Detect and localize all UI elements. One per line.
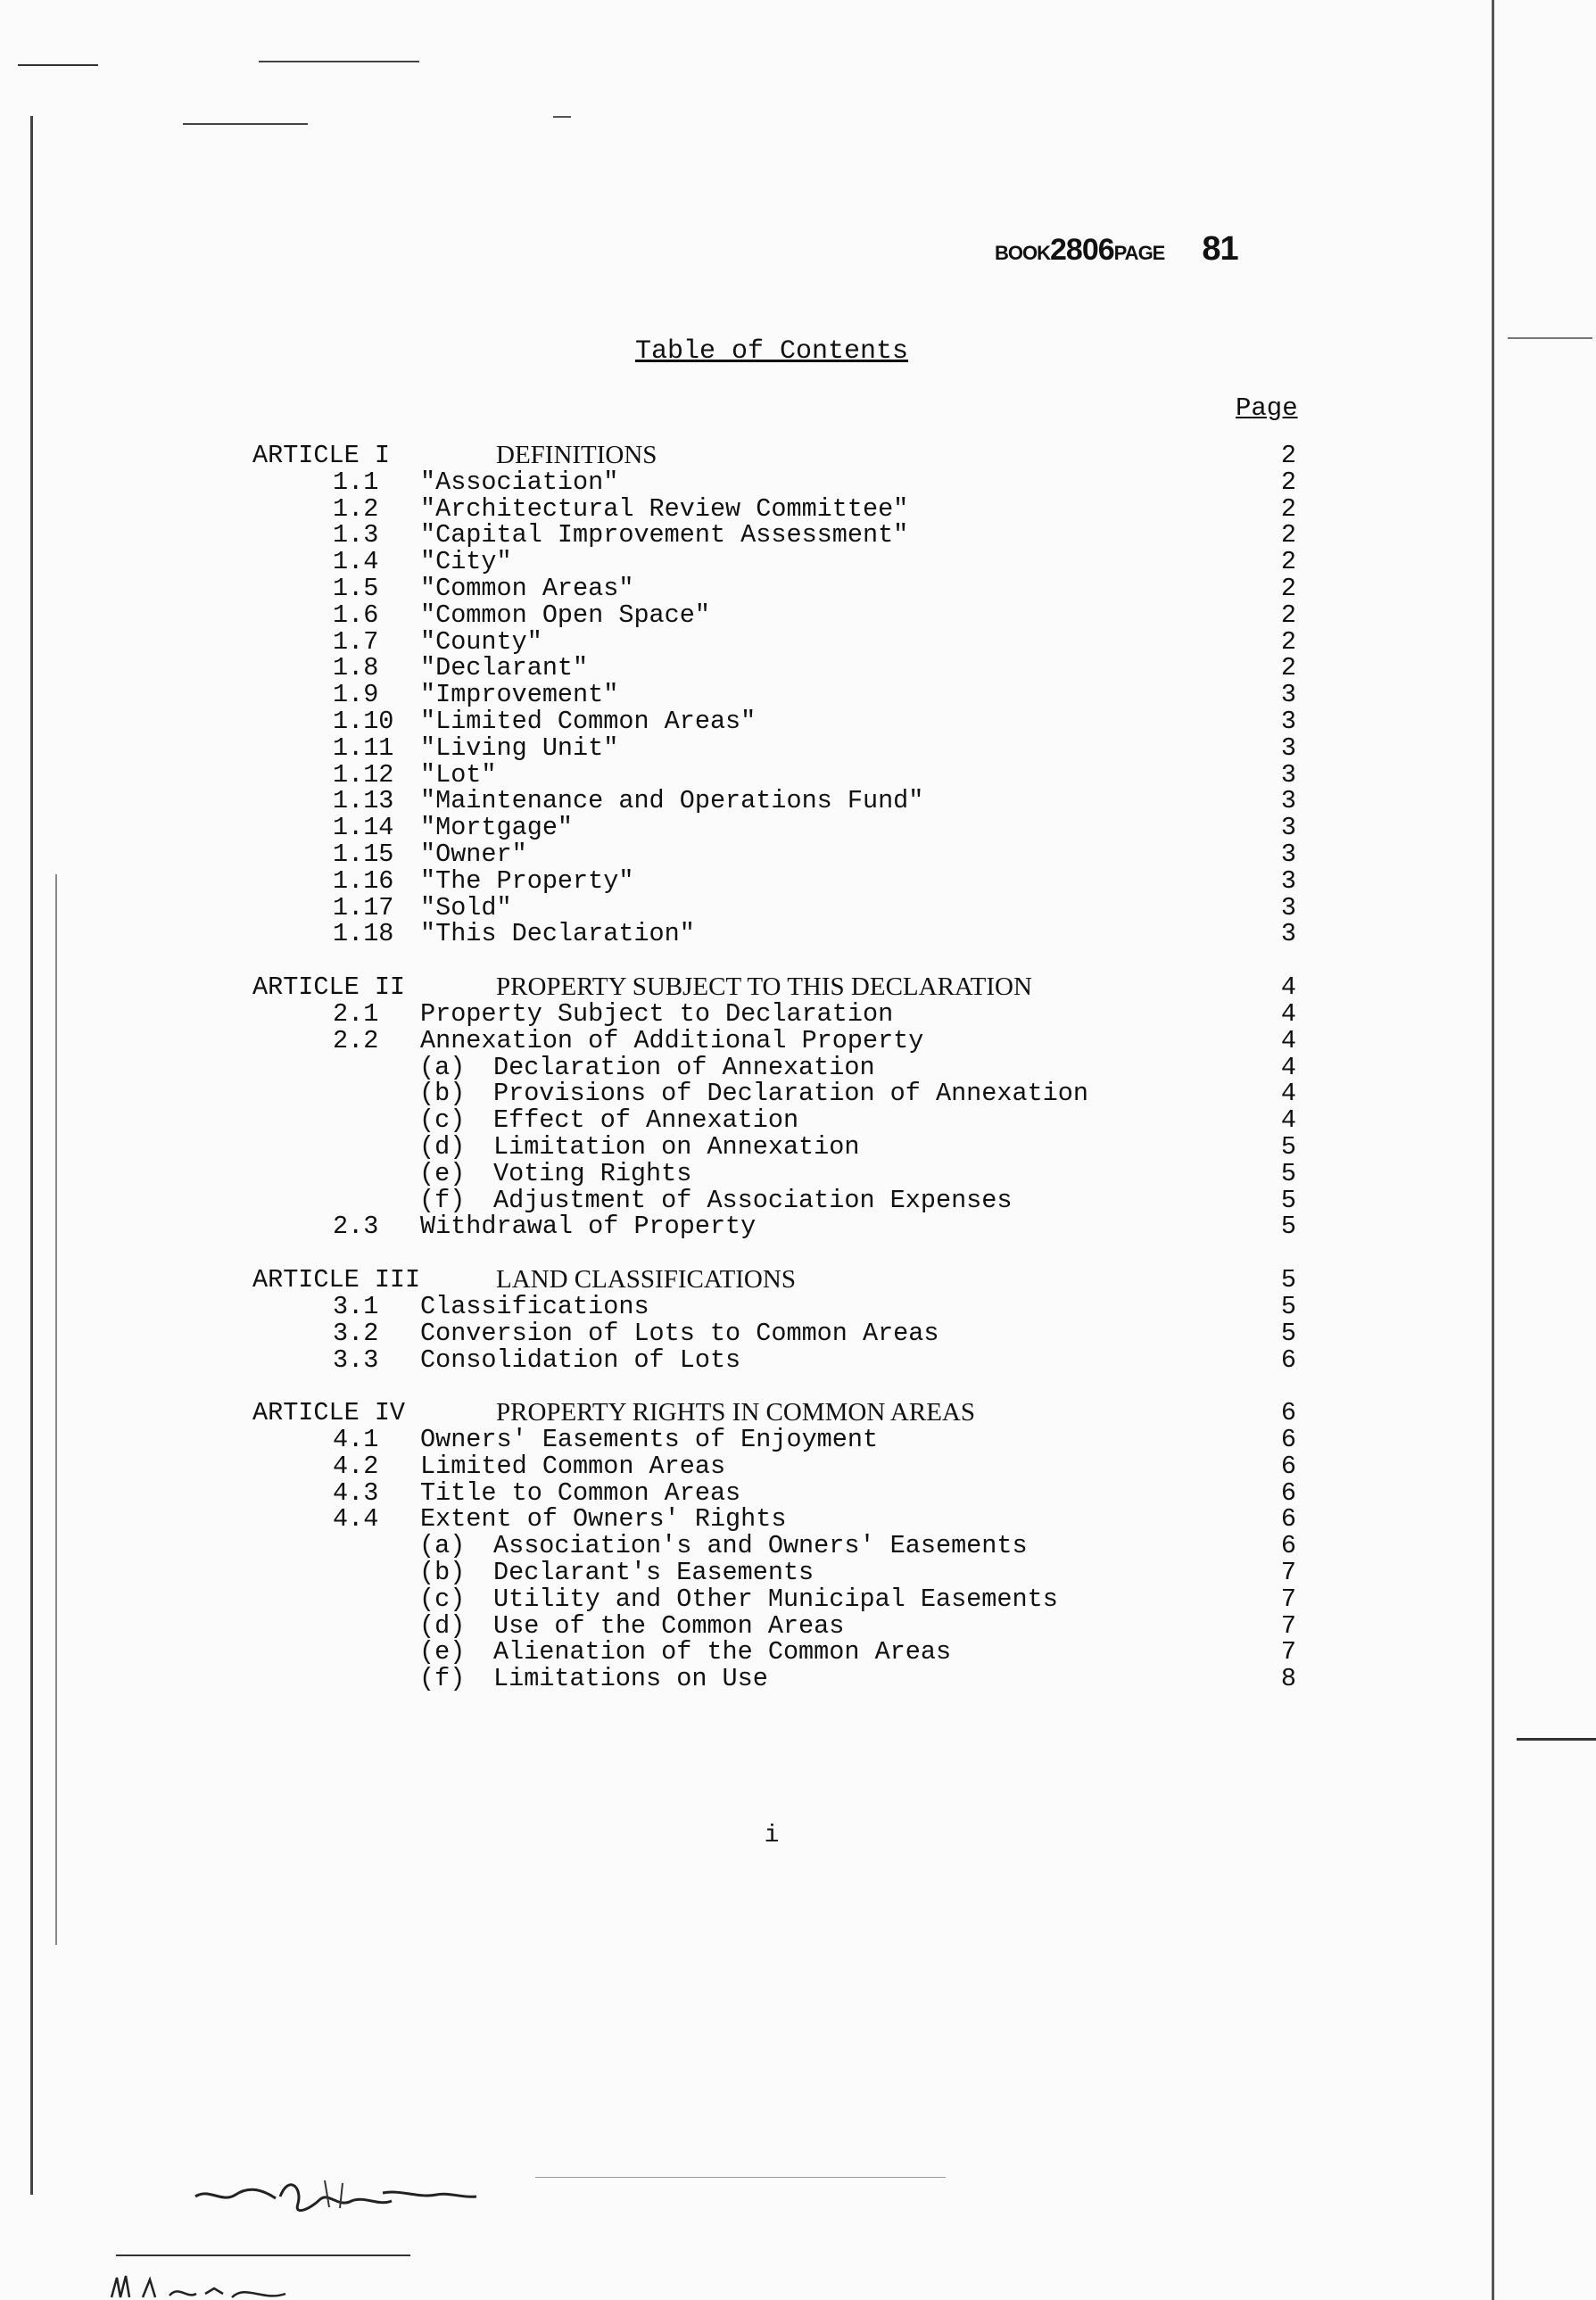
toc-entry-number: (a) xyxy=(419,1052,466,1082)
toc-entry-page: 5 xyxy=(1280,1318,1296,1348)
toc-entry-page: 5 xyxy=(1280,1185,1296,1215)
toc-entry-number: ARTICLE III xyxy=(252,1265,421,1295)
toc-entry-page: 2 xyxy=(1280,441,1296,470)
toc-entry-page: 4 xyxy=(1280,1052,1296,1082)
toc-article-row xyxy=(252,1267,1296,1294)
toc-entry-title: "Limited Common Areas" xyxy=(420,706,757,736)
toc-entry-title: Classifications xyxy=(420,1291,649,1321)
toc-entry-number: (b) xyxy=(419,1079,466,1109)
toc-section-row xyxy=(252,865,1296,896)
toc-entry-number: 1.18 xyxy=(333,919,394,949)
toc-section-row xyxy=(252,469,1296,496)
toc-section-row xyxy=(252,732,1296,763)
toc-entry-title: Association's and Owners' Easements xyxy=(493,1531,1028,1561)
toc-entry-title: Consolidation of Lots xyxy=(420,1344,741,1375)
toc-entry-number: 1.4 xyxy=(333,547,379,577)
toc-entry-page: 2 xyxy=(1280,600,1296,630)
toc-entry-page: 7 xyxy=(1280,1584,1296,1614)
toc-entry-title: Utility and Other Municipal Easements xyxy=(493,1584,1058,1614)
toc-entry-number: 1.17 xyxy=(333,892,394,922)
toc-entry-title: Voting Rights xyxy=(493,1158,692,1188)
toc-entry-number: (f) xyxy=(419,1664,466,1694)
toc-entry-number: 2.1 xyxy=(333,998,379,1029)
toc-entry-number: 2.2 xyxy=(333,1025,379,1055)
toc-entry-page: 3 xyxy=(1280,732,1296,763)
toc-entry-number: ARTICLE I xyxy=(252,441,390,470)
handwritten-signature xyxy=(191,2170,485,2216)
toc-entry-page: 5 xyxy=(1280,1212,1296,1242)
toc-entry-number: (f) xyxy=(419,1185,466,1215)
toc-sub-row xyxy=(252,1533,1296,1560)
toc-entry-number: 1.9 xyxy=(333,680,379,710)
toc-entry-title: Extent of Owners' Rights xyxy=(420,1504,787,1535)
toc-section-row xyxy=(252,788,1296,815)
scan-mark-top-1 xyxy=(18,64,98,66)
toc-sub-row xyxy=(252,1131,1296,1162)
toc-section-row xyxy=(252,921,1296,947)
toc-section-row xyxy=(252,602,1296,629)
toc-entry-number: 1.1 xyxy=(333,467,379,497)
margin-scribble xyxy=(107,2271,339,2300)
toc-sub-row xyxy=(252,1610,1296,1641)
toc-entry-number: 1.16 xyxy=(333,865,394,896)
toc-entry-page: 4 xyxy=(1280,972,1296,1003)
scan-mark-bottom-2 xyxy=(535,2177,946,2178)
toc-entry-number: 1.10 xyxy=(333,706,394,736)
toc-entry-number: 1.3 xyxy=(333,520,379,550)
toc-entry-page: 3 xyxy=(1280,892,1296,922)
toc-entry-number: 1.8 xyxy=(333,653,379,683)
toc-section-row xyxy=(252,626,1296,657)
toc-entry-title: Property Subject to Declaration xyxy=(420,998,894,1029)
toc-entry-number: 1.15 xyxy=(333,839,394,869)
toc-entry-page: 2 xyxy=(1280,547,1296,577)
toc-spacer xyxy=(252,1240,1296,1267)
toc-entry-title: Owners' Easements of Enjoyment xyxy=(420,1425,879,1455)
toc-entry-page: 2 xyxy=(1280,626,1296,657)
toc-section-row xyxy=(252,1025,1296,1055)
toc-section-row xyxy=(252,998,1296,1029)
toc-section-row xyxy=(252,1506,1296,1533)
toc-entry-title: "This Declaration" xyxy=(420,919,695,949)
toc-sub-row xyxy=(252,1080,1296,1107)
toc-entry-title: Limited Common Areas xyxy=(420,1451,726,1481)
toc-entry-number: 1.6 xyxy=(333,600,379,630)
scan-mark-top-2 xyxy=(259,61,419,62)
toc-entry-title: "County" xyxy=(420,626,542,657)
toc-entry-title: "Association" xyxy=(420,467,619,497)
toc-entry-title: "Common Open Space" xyxy=(420,600,710,630)
toc-article-row xyxy=(252,1400,1296,1427)
toc-entry-page: 4 xyxy=(1280,1079,1296,1109)
toc-entry-number: (d) xyxy=(419,1131,466,1162)
toc-entry-page: 5 xyxy=(1280,1265,1296,1295)
toc-sub-row xyxy=(252,1586,1296,1613)
toc-entry-page: 6 xyxy=(1280,1451,1296,1481)
toc-entry-title: Use of the Common Areas xyxy=(493,1610,845,1641)
toc-entry-number: 4.3 xyxy=(333,1477,379,1508)
toc-section-row xyxy=(252,1477,1296,1508)
toc-entry-page: 3 xyxy=(1280,839,1296,869)
toc-entry-page: 2 xyxy=(1280,653,1296,683)
toc-entry-page: 6 xyxy=(1280,1425,1296,1455)
page-number: 81 xyxy=(1202,230,1238,268)
toc-entry-number: (c) xyxy=(419,1105,466,1136)
toc-section-row xyxy=(252,655,1296,682)
book-label: BOOK xyxy=(995,242,1050,264)
toc-entry-page: 3 xyxy=(1280,919,1296,949)
toc-entry-title: Declarant's Easements xyxy=(493,1558,815,1588)
toc-entry-number: (b) xyxy=(419,1558,466,1588)
toc-entry-number: 3.2 xyxy=(333,1318,379,1348)
toc-sub-row xyxy=(252,1052,1296,1082)
toc-section-row xyxy=(252,815,1296,841)
scan-mark-bottom-1 xyxy=(116,2254,410,2256)
toc-entry-title: Provisions of Declaration of Annexation xyxy=(493,1079,1089,1109)
toc-article-row xyxy=(252,443,1296,469)
scan-edge-left xyxy=(30,116,33,2195)
toc-entry-title: PROPERTY RIGHTS IN COMMON AREAS xyxy=(496,1398,975,1427)
toc-section-row xyxy=(252,1213,1296,1240)
toc-entry-number: 1.13 xyxy=(333,786,394,816)
toc-entry-title: Conversion of Lots to Common Areas xyxy=(420,1318,939,1348)
toc-entry-number: 3.1 xyxy=(333,1291,379,1321)
toc-entry-title: Annexation of Additional Property xyxy=(420,1025,924,1055)
toc-sub-row xyxy=(252,1187,1296,1214)
toc-entry-number: (e) xyxy=(419,1637,466,1667)
table-of-contents xyxy=(252,443,1296,1692)
toc-entry-title: Adjustment of Association Expenses xyxy=(493,1185,1013,1215)
toc-entry-title: Withdrawal of Property xyxy=(420,1212,757,1242)
toc-section-row xyxy=(252,1427,1296,1453)
toc-section-row xyxy=(252,1291,1296,1321)
toc-entry-title: Effect of Annexation xyxy=(493,1105,799,1136)
toc-section-row xyxy=(252,493,1296,524)
toc-entry-page: 2 xyxy=(1280,467,1296,497)
book-number: 2806 xyxy=(1050,233,1114,267)
toc-entry-title: Limitations on Use xyxy=(493,1664,768,1694)
toc-sub-row xyxy=(252,1639,1296,1666)
toc-entry-title: "Owner" xyxy=(420,839,527,869)
toc-entry-number: 3.3 xyxy=(333,1344,379,1375)
toc-entry-page: 7 xyxy=(1280,1610,1296,1641)
page-title: Table of Contents xyxy=(634,336,909,367)
toc-entry-page: 5 xyxy=(1280,1131,1296,1162)
toc-entry-title: "City" xyxy=(420,547,512,577)
scan-mark-top-3 xyxy=(183,123,308,125)
toc-entry-page: 3 xyxy=(1280,706,1296,736)
toc-sub-row xyxy=(252,1560,1296,1586)
book-page-stamp xyxy=(995,230,1238,269)
toc-spacer xyxy=(252,1373,1296,1400)
toc-entry-page: 6 xyxy=(1280,1504,1296,1535)
toc-entry-title: Limitation on Annexation xyxy=(493,1131,860,1162)
toc-entry-number: 1.14 xyxy=(333,813,394,843)
toc-sub-row xyxy=(252,1107,1296,1134)
toc-entry-number: 4.1 xyxy=(333,1425,379,1455)
scan-mark-right-2 xyxy=(1517,1738,1596,1741)
toc-entry-page: 5 xyxy=(1280,1158,1296,1188)
toc-entry-number: 1.12 xyxy=(333,759,394,790)
toc-section-row xyxy=(252,841,1296,868)
toc-section-row xyxy=(252,708,1296,735)
toc-entry-title: "Common Areas" xyxy=(420,573,634,603)
toc-entry-number: (d) xyxy=(419,1610,466,1641)
scan-edge-left-dashed xyxy=(55,874,57,1945)
toc-entry-title: LAND CLASSIFICATIONS xyxy=(496,1265,796,1295)
toc-entry-page: 4 xyxy=(1280,998,1296,1029)
toc-entry-page: 4 xyxy=(1280,1105,1296,1136)
toc-entry-title: PROPERTY SUBJECT TO THIS DECLARATION xyxy=(496,972,1032,1002)
page-column-heading: Page xyxy=(1236,393,1298,423)
toc-entry-page: 3 xyxy=(1280,759,1296,790)
toc-entry-number: 4.4 xyxy=(333,1504,379,1535)
toc-entry-title: "Maintenance and Operations Fund" xyxy=(420,786,924,816)
page-label: PAGE xyxy=(1113,242,1165,264)
toc-section-row xyxy=(252,522,1296,549)
toc-entry-number: 4.2 xyxy=(333,1451,379,1481)
toc-article-row xyxy=(252,974,1296,1001)
toc-entry-title: "Declarant" xyxy=(420,653,589,683)
toc-entry-title: "Living Unit" xyxy=(420,732,619,763)
toc-entry-title: "Lot" xyxy=(420,759,497,790)
toc-entry-page: 8 xyxy=(1280,1664,1296,1694)
toc-entry-number: ARTICLE II xyxy=(252,972,406,1003)
toc-section-row xyxy=(252,892,1296,922)
toc-entry-title: "Sold" xyxy=(420,892,512,922)
toc-entry-title: DEFINITIONS xyxy=(496,441,657,469)
toc-entry-title: "Capital Improvement Assessment" xyxy=(420,520,909,550)
toc-entry-title: "The Property" xyxy=(420,865,634,896)
toc-entry-number: (e) xyxy=(419,1158,466,1188)
toc-entry-page: 6 xyxy=(1280,1398,1296,1428)
toc-section-row xyxy=(252,1453,1296,1480)
toc-entry-number: (c) xyxy=(419,1584,466,1614)
toc-entry-number: 1.2 xyxy=(333,493,379,524)
toc-section-row xyxy=(252,549,1296,575)
toc-entry-page: 3 xyxy=(1280,813,1296,843)
toc-entry-page: 3 xyxy=(1280,680,1296,710)
toc-entry-page: 7 xyxy=(1280,1558,1296,1588)
toc-entry-page: 3 xyxy=(1280,865,1296,896)
toc-entry-title: "Improvement" xyxy=(420,680,619,710)
toc-sub-row xyxy=(252,1666,1296,1692)
toc-entry-number: 1.11 xyxy=(333,732,394,763)
toc-section-row xyxy=(252,1320,1296,1347)
toc-entry-number: 2.3 xyxy=(333,1212,379,1242)
toc-entry-page: 3 xyxy=(1280,786,1296,816)
toc-spacer xyxy=(252,947,1296,974)
toc-entry-title: Title to Common Areas xyxy=(420,1477,741,1508)
toc-section-row xyxy=(252,1344,1296,1375)
toc-entry-page: 2 xyxy=(1280,493,1296,524)
scan-mark-top-4 xyxy=(553,116,571,118)
toc-entry-title: Declaration of Annexation xyxy=(493,1052,875,1082)
toc-entry-title: "Mortgage" xyxy=(420,813,574,843)
toc-sub-row xyxy=(252,1158,1296,1188)
toc-entry-title: "Architectural Review Committee" xyxy=(420,493,909,524)
footer-page-number: i xyxy=(764,1822,780,1849)
toc-entry-page: 7 xyxy=(1280,1637,1296,1667)
toc-entry-page: 2 xyxy=(1280,520,1296,550)
toc-entry-number: ARTICLE IV xyxy=(252,1398,406,1428)
toc-section-row xyxy=(252,759,1296,790)
toc-section-row xyxy=(252,575,1296,602)
toc-entry-page: 6 xyxy=(1280,1531,1296,1561)
toc-entry-page: 6 xyxy=(1280,1344,1296,1375)
toc-section-row xyxy=(252,682,1296,708)
toc-entry-number: 1.5 xyxy=(333,573,379,603)
toc-entry-page: 4 xyxy=(1280,1025,1296,1055)
toc-entry-title: Alienation of the Common Areas xyxy=(493,1637,952,1667)
toc-entry-number: 1.7 xyxy=(333,626,379,657)
toc-entry-page: 6 xyxy=(1280,1477,1296,1508)
toc-entry-page: 5 xyxy=(1280,1291,1296,1321)
toc-entry-number: (a) xyxy=(419,1531,466,1561)
toc-entry-page: 2 xyxy=(1280,573,1296,603)
